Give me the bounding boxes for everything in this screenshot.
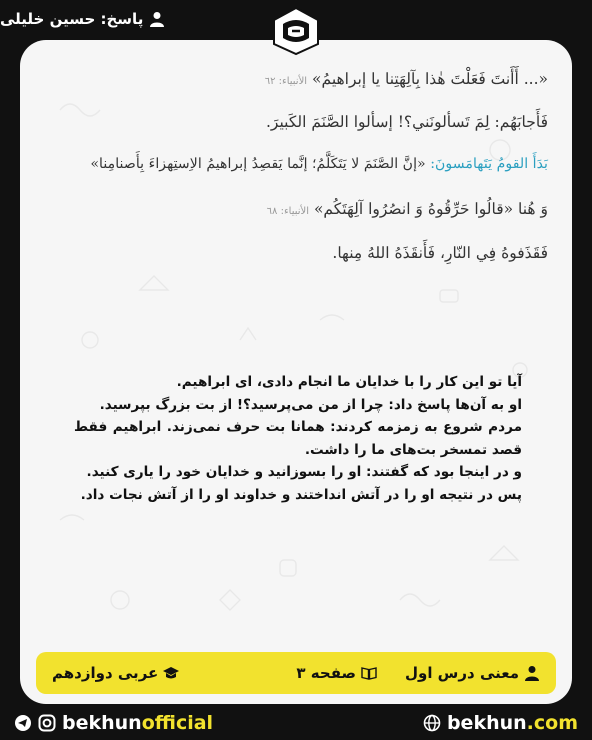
translation-line-5: پس در نتیجه او را در آتش انداختند و خداوند او را از آتش نجات داد. — [80, 486, 522, 503]
persian-translation — [74, 371, 522, 506]
translation-line-2: او به آن‌ها پاسخ داد: چرا از من می‌پرسید؟! از بت بزرگ بپرسید. — [99, 396, 522, 413]
lesson-label: معنی درس اول — [404, 664, 519, 682]
arabic-line-1 — [44, 70, 548, 88]
arabic-line-3 — [44, 156, 548, 172]
arabic-line-2 — [44, 113, 548, 131]
globe-icon — [423, 714, 441, 732]
answer-author: پاسخ: حسین خلیلی — [0, 10, 144, 28]
arabic-line-1-reference: الأنبياء: ٦٢ — [264, 76, 308, 87]
lesson-group — [296, 664, 540, 682]
user-icon — [149, 11, 165, 27]
subject-label: عربی دوازدهم — [52, 664, 159, 682]
handle-text: bekhunofficial — [62, 712, 214, 734]
website[interactable] — [423, 712, 578, 734]
user-icon — [524, 665, 540, 681]
lesson-title — [405, 664, 540, 682]
translation-line-3: مردم شروع به زمزمه کردند: همانا بت حرف نمی‌زند. ابراهیم فقط قصد تمسخر بت‌های ما را داشت. — [74, 419, 522, 458]
telegram-icon[interactable] — [14, 714, 32, 732]
instagram-icon[interactable] — [38, 714, 56, 732]
arabic-line-4-text: وَ هُنا «قالُوا حَرِّقُوهُ وَ انصُرُوا آلِهَتَكُم» — [313, 200, 548, 218]
website-text: bekhun.com — [446, 712, 578, 734]
arabic-line-1-text: «... أَأَنتَ فَعَلْتَ هٰذا بِآلِهَتِنا يا إبراهيمُ» — [312, 70, 548, 88]
graduation-cap-icon — [163, 665, 179, 681]
arabic-line-5-text: فَقَذَفوهُ فِي النّارِ، فَأَنقَذَهُ اللهُ مِنها. — [332, 244, 548, 262]
translation-line-4: و در اینجا بود که گفتند: او را بسوزانید و خدایان خود را یاری کنید. — [86, 464, 522, 480]
book-icon — [361, 665, 377, 681]
content-card — [20, 40, 572, 704]
page-label: صفحه ۳ — [296, 664, 356, 682]
page-number — [296, 664, 377, 682]
arabic-line-2-text: فَأَجابَهُم: لِمَ تَسألونَني؟! إسألوا الصَّنَمَ الكَبيرَ. — [265, 113, 548, 131]
bekhun-logo-icon — [270, 6, 322, 56]
translation-line-1: آیا تو این کار را با خدایان ما انجام دادی، ای ابراهیم. — [176, 374, 522, 390]
arabic-line-4-reference: الأنبياء: ٦٨ — [266, 206, 310, 217]
subject — [52, 664, 179, 682]
arabic-line-5 — [44, 244, 548, 262]
lesson-info-bar — [36, 652, 556, 694]
arabic-line-4 — [44, 200, 548, 218]
arabic-line-3-text: «إنَّ الصَّنَمَ لا يَتَكَلَّمُ؛ إنَّما يَقصِدُ إبراهيمُ الاِستِهزاءَ بِأَصنامِنا» — [90, 156, 431, 172]
arabic-line-3-highlight: بَدَأَ القومُ يَتَهامَسونَ: — [430, 156, 548, 172]
bottom-bar — [0, 706, 592, 740]
social-handle[interactable] — [14, 712, 213, 734]
